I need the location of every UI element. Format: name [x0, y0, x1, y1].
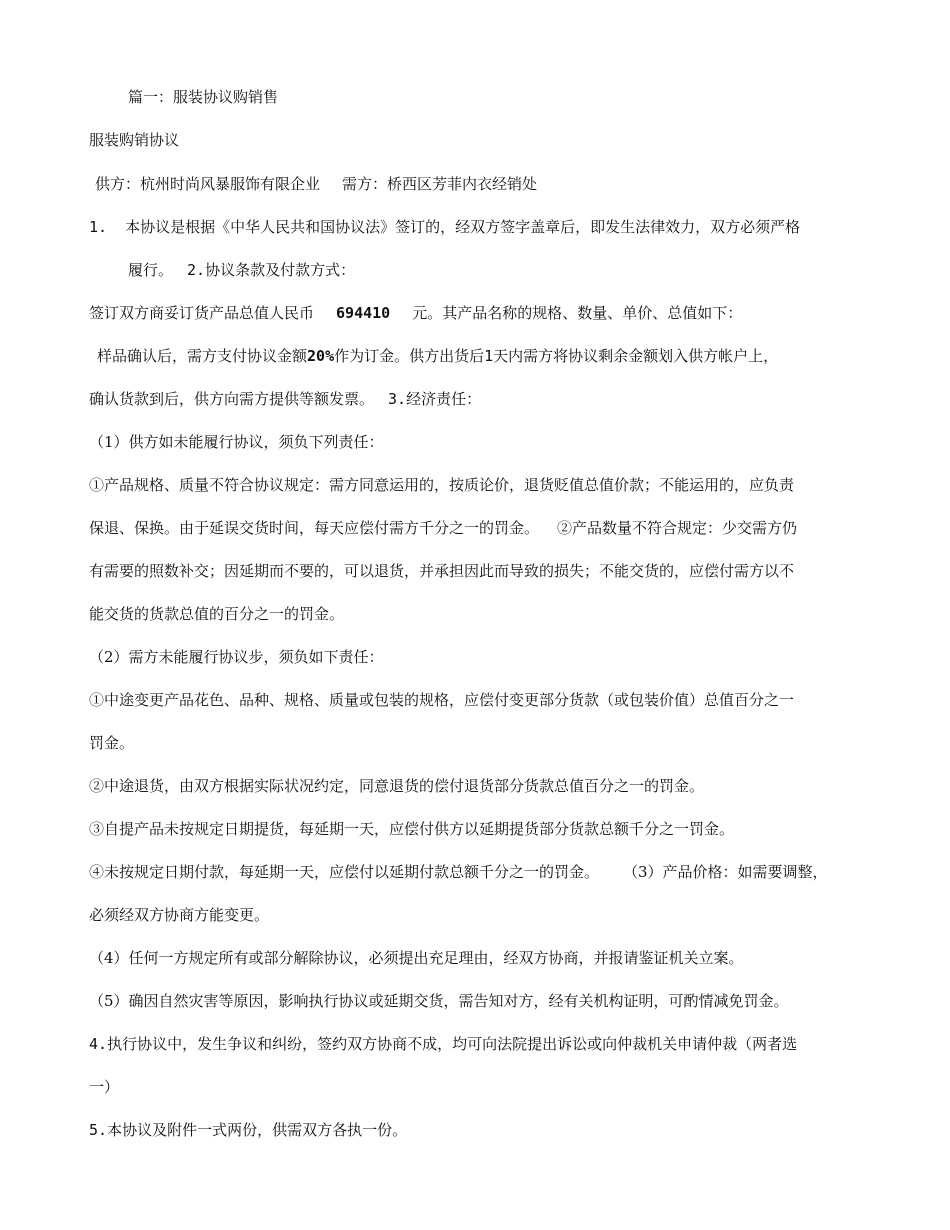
liability-1-line-4 [89, 604, 344, 624]
clause-2-line-3 [89, 389, 481, 409]
liability-2-text-5a: ④未按规定日期付款，每延期一天，应偿付以延期付款总额千分之一的罚金。 [89, 863, 600, 881]
liability-1-text-4: 能交货的货款总值的百分之一的罚金。 [89, 605, 345, 623]
liability-2-line-6 [89, 905, 269, 925]
clause-5-text: 本协议及附件一式两份，供需双方各执一份。 [107, 1121, 408, 1139]
supplier-party: 供方：杭州时尚风暴服饰有限企业 [95, 175, 321, 193]
liability-2-heading-text: （2）需方未能履行协议步，须负如下责任： [89, 648, 384, 666]
item-4-line [89, 948, 744, 968]
clause-1-line-1 [89, 217, 800, 237]
liability-1-heading-text: （1）供方如未能履行协议，须负下列责任： [89, 433, 384, 451]
liability-1-line-1 [89, 475, 794, 495]
clause-2-text-a: 签订双方商妥订货产品总值人民币 [89, 304, 315, 322]
clause-1-line-2 [128, 260, 355, 280]
deposit-text-c: 天内需方将协议剩余金额划入供方帐户上， [493, 347, 779, 365]
document-title [89, 130, 179, 150]
clause-4-number: 4. [89, 1035, 108, 1053]
section-title-text: 篇一：服装协议购销售 [128, 88, 279, 106]
liability-2-line-3 [89, 776, 704, 796]
price-adjustment-heading: （3）产品价格：如需要调整， [623, 863, 828, 881]
clause-1-text: 本协议是根据《中华人民共和国协议法》签订的，经双方签字盖章后，即发生法律效力，双方必须严格 [125, 218, 801, 236]
item-5-line [89, 991, 789, 1011]
liability-1-line-3 [89, 561, 794, 581]
clause-3-heading: 经济责任： [406, 390, 482, 408]
deposit-text-a: 样品确认后，需方支付协议金额 [97, 347, 308, 365]
clause-2-line-2 [97, 346, 778, 366]
clause-4-text-2: 一） [89, 1078, 120, 1096]
liability-2-text-3: ②中途退货，由双方根据实际状况约定，同意退货的偿付退货部分货款总值百分之一的罚金。 [89, 777, 705, 795]
liability-2-text-6: 必须经双方协商方能变更。 [89, 906, 270, 924]
liability-1-line-2 [89, 518, 797, 538]
deposit-percent: 20% [307, 347, 335, 365]
clause-3-number: 3. [388, 390, 407, 408]
clause-4-line-1 [89, 1034, 797, 1054]
section-title [128, 87, 278, 107]
liability-2-line-5 [89, 862, 828, 882]
liability-2-line-4 [89, 819, 734, 839]
document-title-text: 服装购销协议 [89, 131, 180, 149]
liability-2-heading [89, 647, 384, 667]
item-4-text: （4）任何一方规定所有或部分解除协议，必须提出充足理由，经双方协商，并报请鉴证机关立案。 [89, 949, 744, 967]
invoice-text: 确认货款到后，供方向需方提供等额发票。 [89, 390, 375, 408]
deposit-text-b: 作为订金。供方出货后 [334, 347, 485, 365]
payment-days: 1 [484, 347, 494, 365]
parties-line [95, 174, 537, 194]
total-amount: 694410 [336, 304, 391, 322]
item-5-text: （5）确因自然灾害等原因，影响执行协议或延期交货，需告知对方，经有关机构证明，可酌情减免罚金。 [89, 992, 789, 1010]
liability-2-text-2: 罚金。 [89, 734, 135, 752]
liability-2-text-1: ①中途变更产品花色、品种、规格、质量或包装的规格，应偿付变更部分货款（或包装价值）总值百分之一 [89, 691, 795, 709]
clause-5-line [89, 1120, 407, 1140]
liability-2-text-4: ③自提产品未按规定日期提货，每延期一天，应偿付供方以延期提货部分货款总额千分之一罚金。 [89, 820, 735, 838]
liability-1-text-1: ①产品规格、质量不符合协议规定：需方同意运用的，按质论价，退货贬值总值价款；不能运用的，应负责 [89, 476, 795, 494]
liability-1-text-2b: ②产品数量不符合规定：少交需方仍 [557, 519, 798, 537]
liability-2-line-1 [89, 690, 794, 710]
clause-4-text-1: 执行协议中，发生争议和纠纷，签约双方协商不成，均可向法院提出诉讼或向仲裁机关申请仲裁（两者选 [107, 1035, 798, 1053]
clause-1-text-cont: 履行。 [128, 261, 174, 279]
clause-2-heading: 协议条款及付款方式： [205, 261, 356, 279]
liability-1-text-3: 有需要的照数补交；因延期而不要的，可以退货，并承担因此而导致的损失；不能交货的，应偿付需方以不 [89, 562, 795, 580]
clause-1-number: 1. [89, 218, 108, 236]
clause-5-number: 5. [89, 1121, 108, 1139]
liability-1-heading [89, 432, 384, 452]
buyer-party: 需方：桥西区芳菲内衣经销处 [342, 175, 538, 193]
clause-2-line-1 [89, 303, 742, 323]
liability-2-line-2 [89, 733, 134, 753]
liability-1-text-2a: 保退、保换。由于延误交货时间，每天应偿付需方千分之一的罚金。 [89, 519, 540, 537]
clause-4-line-2 [89, 1077, 119, 1097]
clause-2-number: 2. [187, 261, 206, 279]
clause-2-text-b: 元。其产品名称的规格、数量、单价、总值如下： [412, 304, 743, 322]
